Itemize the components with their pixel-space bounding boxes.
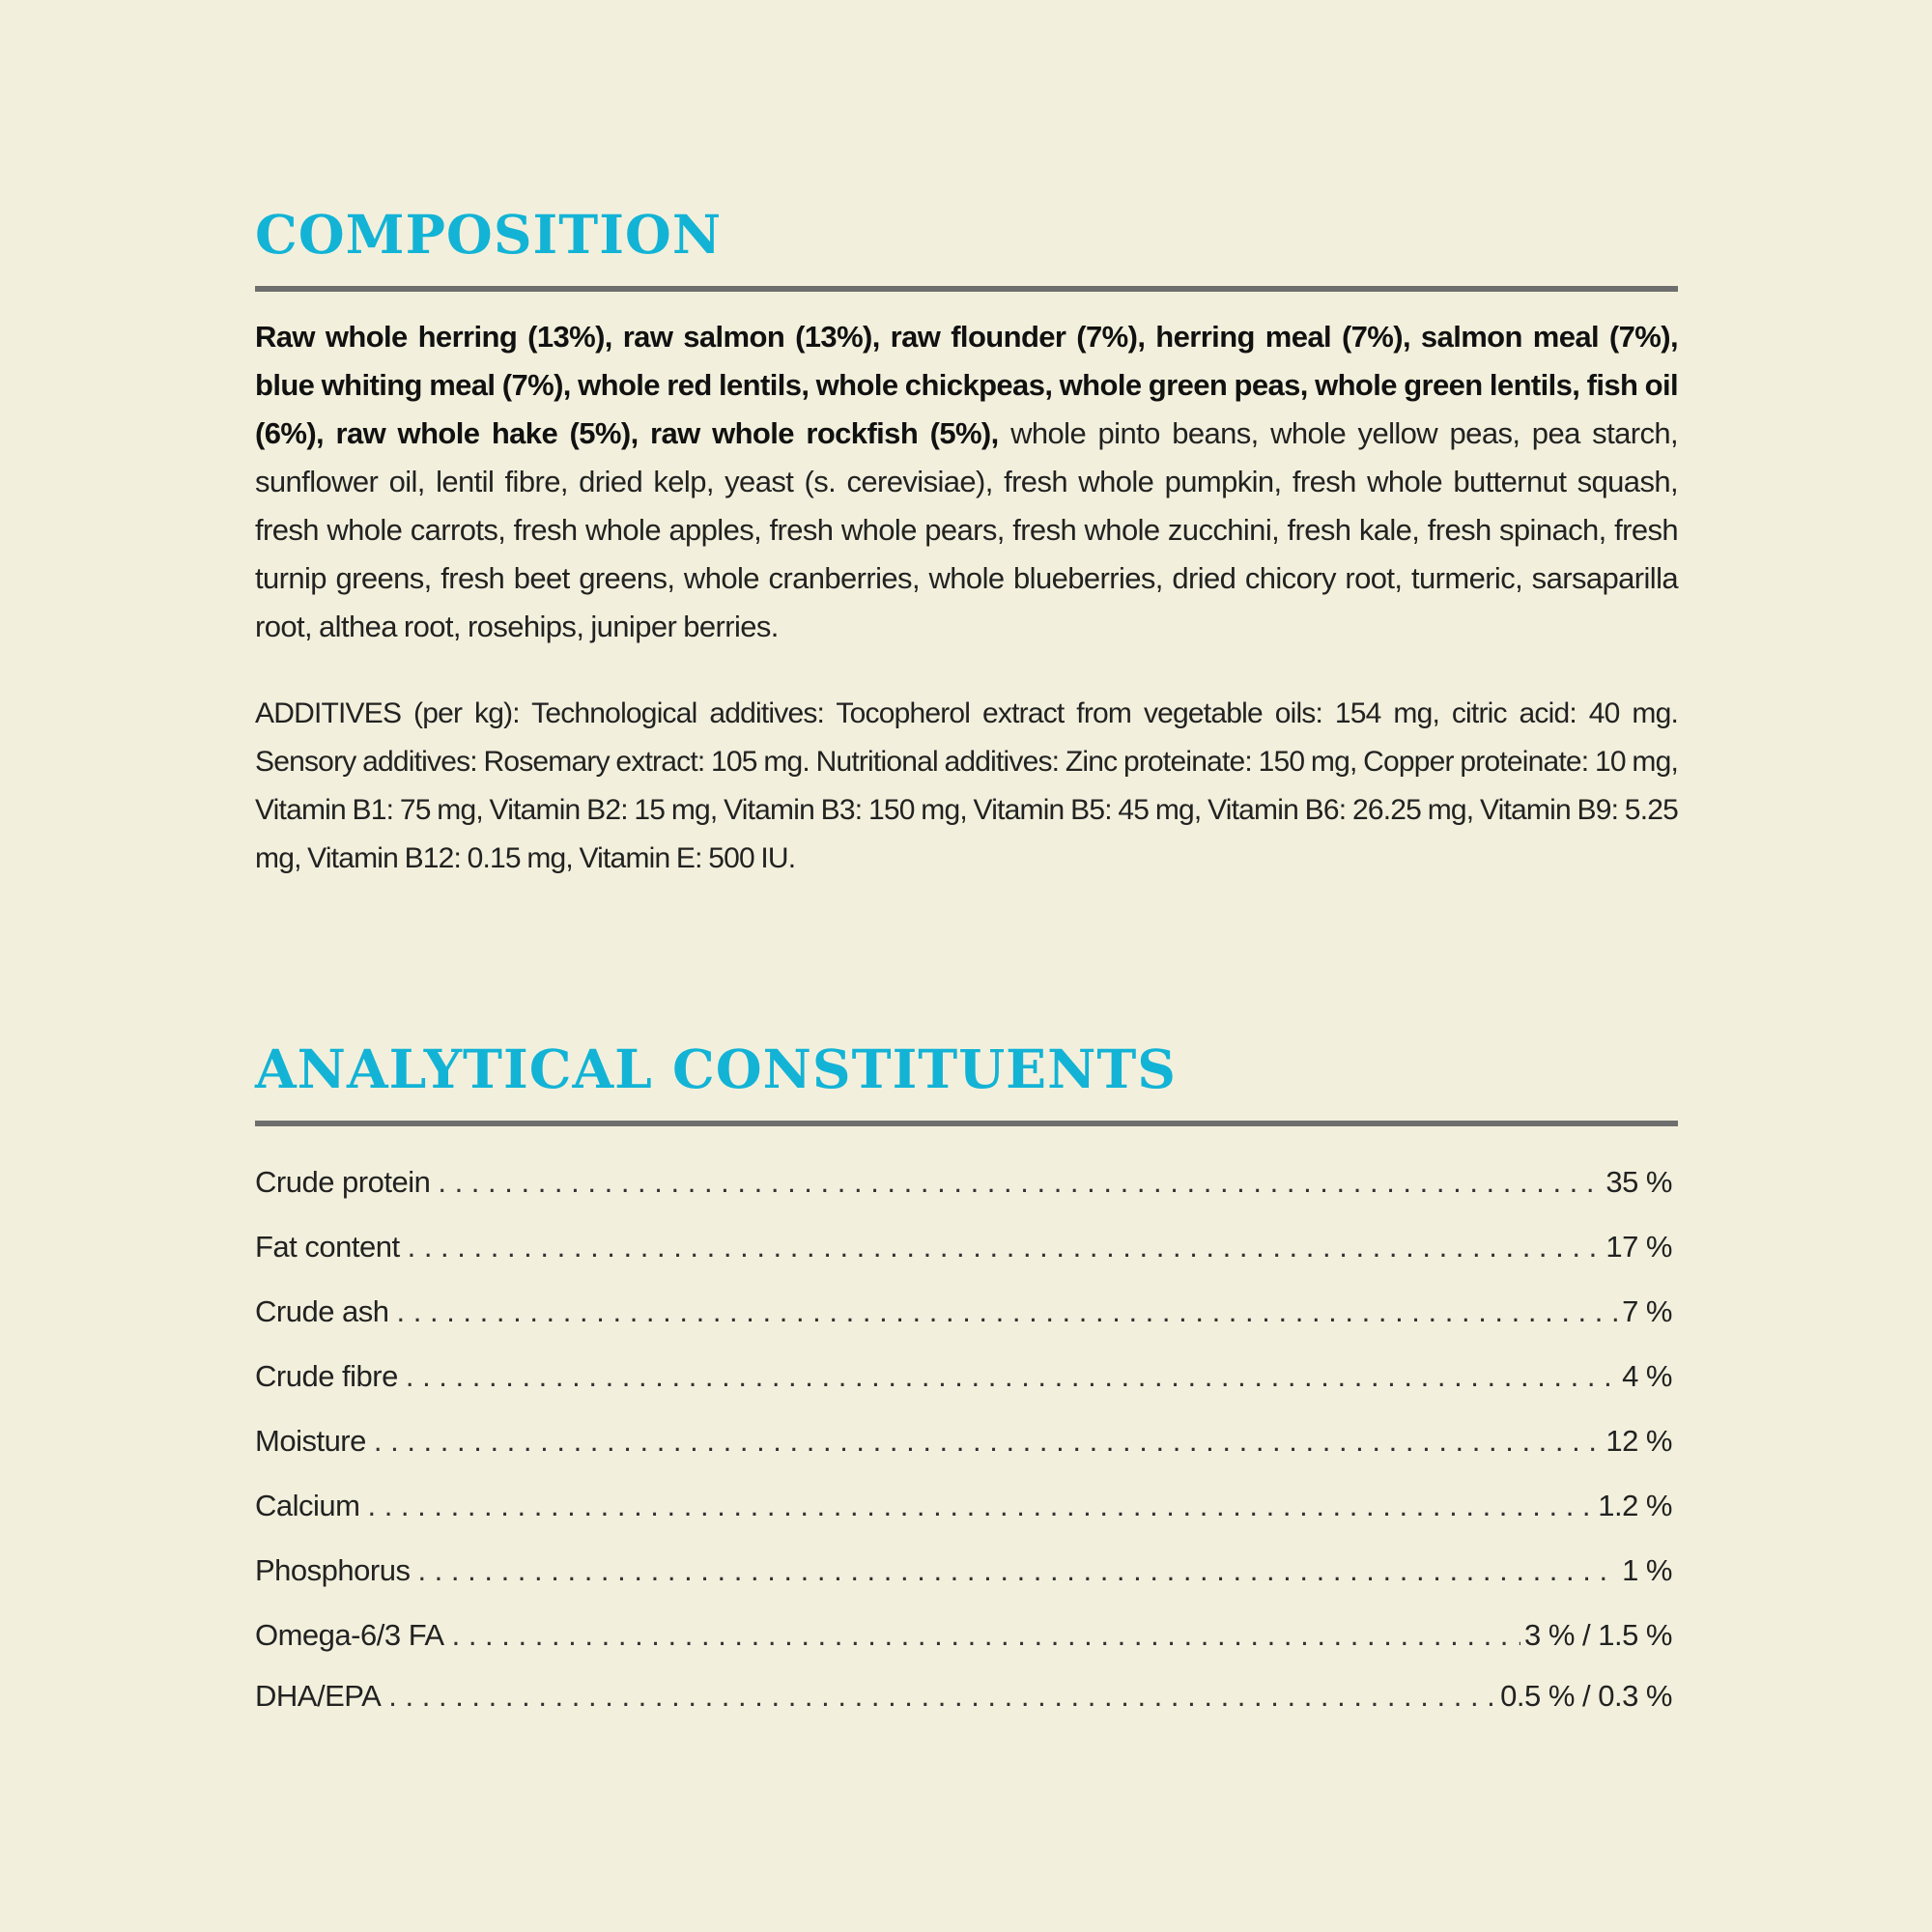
analytical-divider	[255, 1121, 1678, 1126]
composition-key-ingredients: Raw whole herring (13%), raw salmon (13%), raw flounder (7%), herring meal (7%), salmon meal (7%), blue whiting meal (7%), whole red lentils, whole chickpeas, whole green peas, whole green lentils, fish oil (6%), raw whole hake (5%), raw whole rockfish (5%),	[255, 320, 1678, 450]
constituent-row	[255, 1408, 1678, 1473]
composition-section	[255, 193, 1678, 883]
constituent-value: 1 %	[1622, 1553, 1672, 1587]
constituent-row	[255, 1538, 1678, 1603]
constituent-row	[255, 1667, 1678, 1725]
constituent-value: 12 %	[1605, 1424, 1672, 1458]
composition-title: COMPOSITION	[255, 203, 723, 266]
constituent-row	[255, 1279, 1678, 1344]
constituent-row	[255, 1344, 1678, 1408]
dot-leader	[388, 1667, 1496, 1725]
constituent-value: 7 %	[1622, 1294, 1672, 1328]
constituent-value: 0.5 % / 0.3 %	[1500, 1679, 1672, 1713]
constituent-value: 3 % / 1.5 %	[1523, 1618, 1672, 1652]
constituent-label: Fat content	[255, 1230, 400, 1264]
page-content	[255, 193, 1678, 1725]
composition-ingredients	[255, 313, 1678, 651]
dot-leader	[438, 1150, 1602, 1214]
constituent-label: Crude ash	[255, 1294, 389, 1328]
constituent-row	[255, 1150, 1678, 1214]
analytical-title: ANALYTICAL CONSTITUENTS	[255, 1037, 1178, 1100]
dot-leader	[408, 1214, 1603, 1279]
constituent-label: Moisture	[255, 1424, 366, 1458]
dot-leader	[452, 1603, 1520, 1667]
constituent-label: Phosphorus	[255, 1553, 411, 1587]
constituent-value: 35 %	[1605, 1165, 1672, 1199]
constituent-label: Crude fibre	[255, 1359, 398, 1393]
constituent-row	[255, 1603, 1678, 1667]
constituent-label: Calcium	[255, 1489, 360, 1522]
constituent-label: Omega-6/3 FA	[255, 1618, 444, 1652]
constituent-value: 1.2 %	[1598, 1489, 1672, 1522]
constituent-value: 4 %	[1622, 1359, 1672, 1393]
constituent-value: 17 %	[1605, 1230, 1672, 1264]
analytical-section	[255, 1028, 1678, 1725]
constituent-row	[255, 1473, 1678, 1538]
composition-divider	[255, 286, 1678, 292]
composition-additives: ADDITIVES (per kg): Technological additives: Tocopherol extract from vegetable oils: 154 mg, citric acid: 40 mg. Sensory additives: Rosemary extract: 105 mg. Nutritional additives: Zinc proteinate: 150 mg, Copper proteinate: 10 mg, Vitamin B1: 75 mg, Vitamin B2: 15 mg, Vitamin B3: 150 mg, Vitamin B5: 45 mg, Vitamin B6: 26.25 mg, Vitamin B9: 5.25 mg, Vitamin B12: 0.15 mg, Vitamin E: 500 IU.	[255, 697, 1678, 874]
composition-other-ingredients: whole pinto beans, whole yellow peas, pea starch, sunflower oil, lentil fibre, dried kelp, yeast (s. cerevisiae), fresh whole pumpkin, fresh whole butternut squash, fresh whole carrots, fresh whole apples, fresh whole pears, fresh whole zucchini, fresh kale, fresh spinach, fresh turnip greens, fresh beet greens, whole cranberries, whole blueberries, dried chicory root, turmeric, sarsaparilla root, althea root, rosehips, juniper berries.	[255, 416, 1678, 643]
constituent-label: DHA/EPA	[255, 1679, 382, 1713]
dot-leader	[397, 1279, 1619, 1344]
dot-leader	[417, 1538, 1618, 1603]
dot-leader	[406, 1344, 1618, 1408]
constituents-list	[255, 1150, 1678, 1725]
dot-leader	[367, 1473, 1594, 1538]
dot-leader	[374, 1408, 1602, 1473]
constituent-label: Crude protein	[255, 1165, 431, 1199]
constituent-row	[255, 1214, 1678, 1279]
